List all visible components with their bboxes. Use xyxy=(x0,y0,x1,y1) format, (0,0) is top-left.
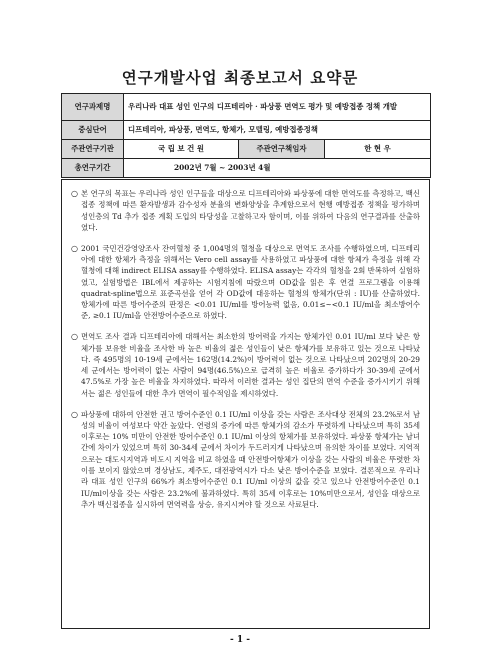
paragraph-text: 본 연구의 목표는 우리나라 성인 인구들을 대상으로 디프테리아와 파상풍에 대한 면역도를 측정하고, 백신접종 정책에 따른 환자발생과 감수성자 분율의 변화양상을 추계함으로서 현행 예방접종 정책을 평가하며 성인층의 Td 추가 접종 계획 도입의 타당성을 고찰하고자 함이며, 이를 위하여 다음의 연구결과를 산출하였다. xyxy=(81,189,420,232)
period-value: 2002년 7월 ~ 2003년 4월 xyxy=(124,159,431,178)
period-label: 총연구기간 xyxy=(62,159,124,178)
keywords-label: 중심단어 xyxy=(62,121,124,140)
bullet-icon: ○ xyxy=(71,189,78,198)
keywords-row xyxy=(62,121,431,140)
bullet-icon: ○ xyxy=(71,332,78,342)
summary-paragraph xyxy=(71,409,420,511)
report-title: 연구개발사업 최종보고서 요약문 xyxy=(121,68,359,87)
project-name-label: 연구과제명 xyxy=(62,94,124,121)
summary-box xyxy=(61,179,430,629)
summary-paragraph xyxy=(71,243,420,322)
project-info-table xyxy=(61,93,431,178)
summary-paragraph xyxy=(71,188,420,233)
paragraph-text: 2001 국민건강영양조사 잔여혈청 중 1,004명의 혈청을 대상으로 면역도 조사를 수행하였으며, 디프테리아에 대한 항체가 측정을 위해서는 Vero cell assay를 사용하였고 파상풍에 대한 항체가 측정을 위해 각 혈청에 대해 indirect ELISA assay를 수행하였다. ELISA assay는 각각의 혈청을 2회 반복하여 실험하였고, 실험방법은 IBL에서 제공하는 시험지침에 따랐으며 OD값을 읽은 후 연결 프로그램을 이용해 quadrat-spline법으로 표준곡선을 얻어 각 OD값에 대응하는 혈청의 항체가(단위 : IU)를 산출하였다. 항체가에 따른 방어수준의 판정은 <0.01 IU/ml를 방어능력 없음, 0.01≤~<0.1 IU/ml을 최소방어수준, ≥0.1 IU/ml을 안전방어수준으로 하였다. xyxy=(81,243,420,321)
paragraph-text: 파상풍에 대하여 안전한 권고 방어수준인 0.1 IU/ml 이상을 갖는 사람은 조사대상 전체의 23.2%로서 남성의 비율이 여성보다 약간 높았다. 연령의 증가에 따른 항체가의 감소가 뚜렷하게 나타났으며 특히 35세 이후로는 10% 미만이 안전한 방어수준인 0.1 IU/ml 이상의 항체가를 보유하였다. 파상풍 항체가는 남녀간에 차이가 있었으며 특히 30-34세 군에서 차이가 두드러지게 나타났으며 유의한 차이를 보였다. 지역적으로는 대도시지역과 비도시 지역을 비교 하였을 때 안전방어항체가 이상을 갖는 사람의 비율은 뚜렷한 차이를 보이지 않았으며 경상남도, 제주도, 대전광역시가 다소 낮은 방어수준을 보였다. 결론적으로 우리나라 대표 성인 인구의 66%가 최소방어수준인 0.1 IU/ml 이상의 값을 갖고 있으나 안전방어수준인 0.1 IU/ml이상을 갖는 사람은 23.2%에 불과하였다. 특히 35세 이후로는 10%미만으로서, 성인을 대상으로 추가 백신접종을 실시하여 면역력을 상승, 유지시켜야 할 것으로 사료된다. xyxy=(81,409,420,509)
project-row xyxy=(62,94,431,121)
page-number: - 1 - xyxy=(230,635,250,645)
paragraph-text: 면역도 조사 결과 디프테리아에 대해서는 최소한의 방어력을 가지는 항체가인 0.01 IU/ml 보다 낮은 항체가를 보유한 비율을 조사한 바 높은 비율의 젊은 성인들이 낮은 항체가를 보유하고 있는 것으로 나타났다. 즉 495명의 10-19세 군에서는 162명(14.2%)이 방어력이 없는 것으로 나타났으며 202명의 20-29세 군에서는 방어력이 없는 사람이 94명(46.5%)으로 급격히 높은 비율로 증가하다가 30-39세 군에서 47.5%로 가장 높은 비율을 차지하였다. 따라서 이러한 결과는 성인 집단의 면역 수준을 증가시키기 위해서는 젊은 성인들에 대한 추가 면역이 필수적임을 제시하였다. xyxy=(81,332,420,398)
keywords-value: 디프테리아, 파상풍, 면역도, 항체가, 모델링, 예방접종정책 xyxy=(124,121,431,140)
institution-row xyxy=(62,140,431,159)
period-row xyxy=(62,159,431,178)
institution-label: 주관연구기관 xyxy=(62,140,124,159)
bullet-icon: ○ xyxy=(71,409,78,419)
project-name-value: 우리나라 대표 성인 인구의 디프테리아 · 파상풍 면역도 평가 및 예방접종 정책 개발 xyxy=(124,94,431,121)
lead-researcher-label: 주관연구책임자 xyxy=(239,140,325,159)
lead-researcher-value: 한 현 우 xyxy=(325,140,431,159)
summary-paragraph xyxy=(71,331,420,399)
institution-value: 국 립 보 건 원 xyxy=(124,140,239,159)
bullet-icon: ○ xyxy=(71,243,78,253)
